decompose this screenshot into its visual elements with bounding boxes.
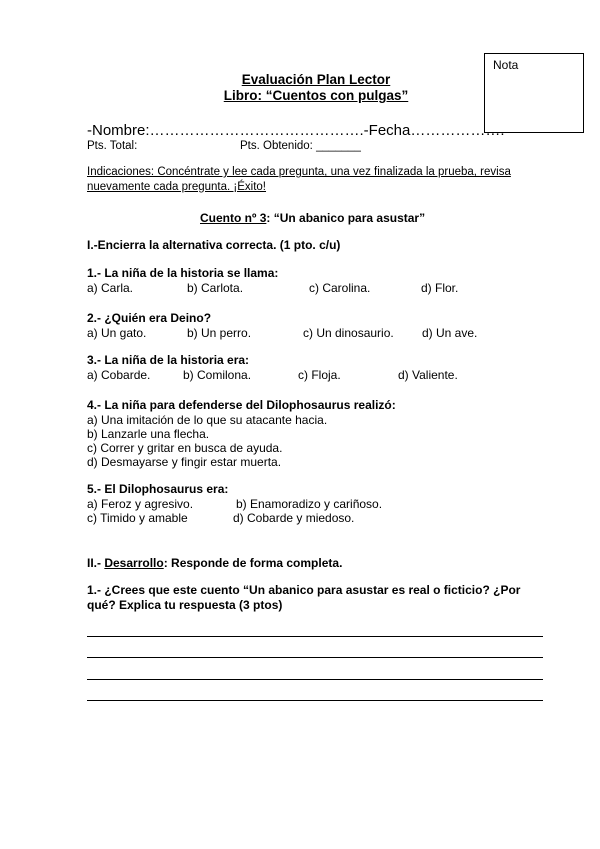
section-2-heading — [87, 556, 342, 570]
story-number: Cuento nº 3 — [200, 211, 267, 225]
q1-option-a: a) Carla. — [87, 281, 134, 295]
question-5: 5.- El Dilophosaurus era: — [87, 482, 229, 496]
section-2-prefix: II.- — [87, 556, 105, 570]
q3-option-c: c) Floja. — [298, 368, 341, 382]
development-question-1-line-1: 1.- ¿Crees que este cuento “Un abanico para asustar es real o ficticio? ¿Por — [87, 583, 521, 597]
page-title: Evaluación Plan Lector — [241, 72, 391, 87]
q2-option-b: b) Un perro. — [187, 326, 252, 340]
q5-option-a: a) Feroz y agresivo. — [87, 497, 194, 511]
section-2-underlined: Desarrollo — [104, 556, 164, 570]
q1-option-b: b) Carlota. — [187, 281, 244, 295]
q1-option-c: c) Carolina. — [309, 281, 371, 295]
q1-option-d: d) Flor. — [421, 281, 459, 295]
q4-option-b: b) Lanzarle una flecha. — [87, 427, 210, 441]
question-1: 1.- La niña de la historia se llama: — [87, 266, 279, 280]
answer-line — [87, 636, 543, 637]
section-2-rest: : Responde de forma completa. — [163, 556, 343, 570]
development-question-1-line-2: qué? Explica tu respuesta (3 ptos) — [87, 598, 283, 612]
q4-option-a: a) Una imitación de lo que su atacante hacia. — [87, 413, 328, 427]
book-title: Libro: “Cuentos con pulgas” — [223, 88, 409, 103]
q2-option-c: c) Un dinosaurio. — [303, 326, 394, 340]
obtained-points: Pts. Obtenido: _______ — [240, 140, 361, 152]
story-title: : “Un abanico para asustar” — [266, 211, 426, 225]
question-4: 4.- La niña para defenderse del Dilophosaurus realizó: — [87, 398, 396, 412]
total-points: Pts. Total: — [87, 140, 138, 152]
q4-option-d: d) Desmayarse y fingir estar muerta. — [87, 455, 282, 469]
answer-line — [87, 679, 543, 680]
q3-option-a: a) Cobarde. — [87, 368, 151, 382]
q4-option-c: c) Correr y gritar en busca de ayuda. — [87, 441, 283, 455]
name-date-line: -Nombre:…………………………………….-Fecha………………. — [87, 122, 505, 139]
question-3: 3.- La niña de la historia era: — [87, 353, 250, 367]
story-heading — [200, 211, 425, 225]
q3-option-d: d) Valiente. — [398, 368, 458, 382]
q5-option-b: b) Enamoradizo y cariñoso. — [236, 497, 383, 511]
q5-option-c: c) Timido y amable — [87, 511, 188, 525]
q3-option-b: b) Comilona. — [183, 368, 252, 382]
section-1-heading: I.-Encierra la alternativa correcta. (1 pto. c/u) — [87, 238, 341, 252]
answer-line — [87, 657, 543, 658]
answer-line — [87, 700, 543, 701]
question-2: 2.- ¿Quién era Deino? — [87, 311, 212, 325]
instructions: Indicaciones: Concéntrate y lee cada pregunta, una vez finalizada la prueba, revisa nuevamente cada pregunta. ¡Éxito! — [87, 166, 511, 193]
nota-label: Nota — [493, 58, 519, 72]
q2-option-d: d) Un ave. — [422, 326, 478, 340]
q5-option-d: d) Cobarde y miedoso. — [233, 511, 355, 525]
q2-option-a: a) Un gato. — [87, 326, 147, 340]
